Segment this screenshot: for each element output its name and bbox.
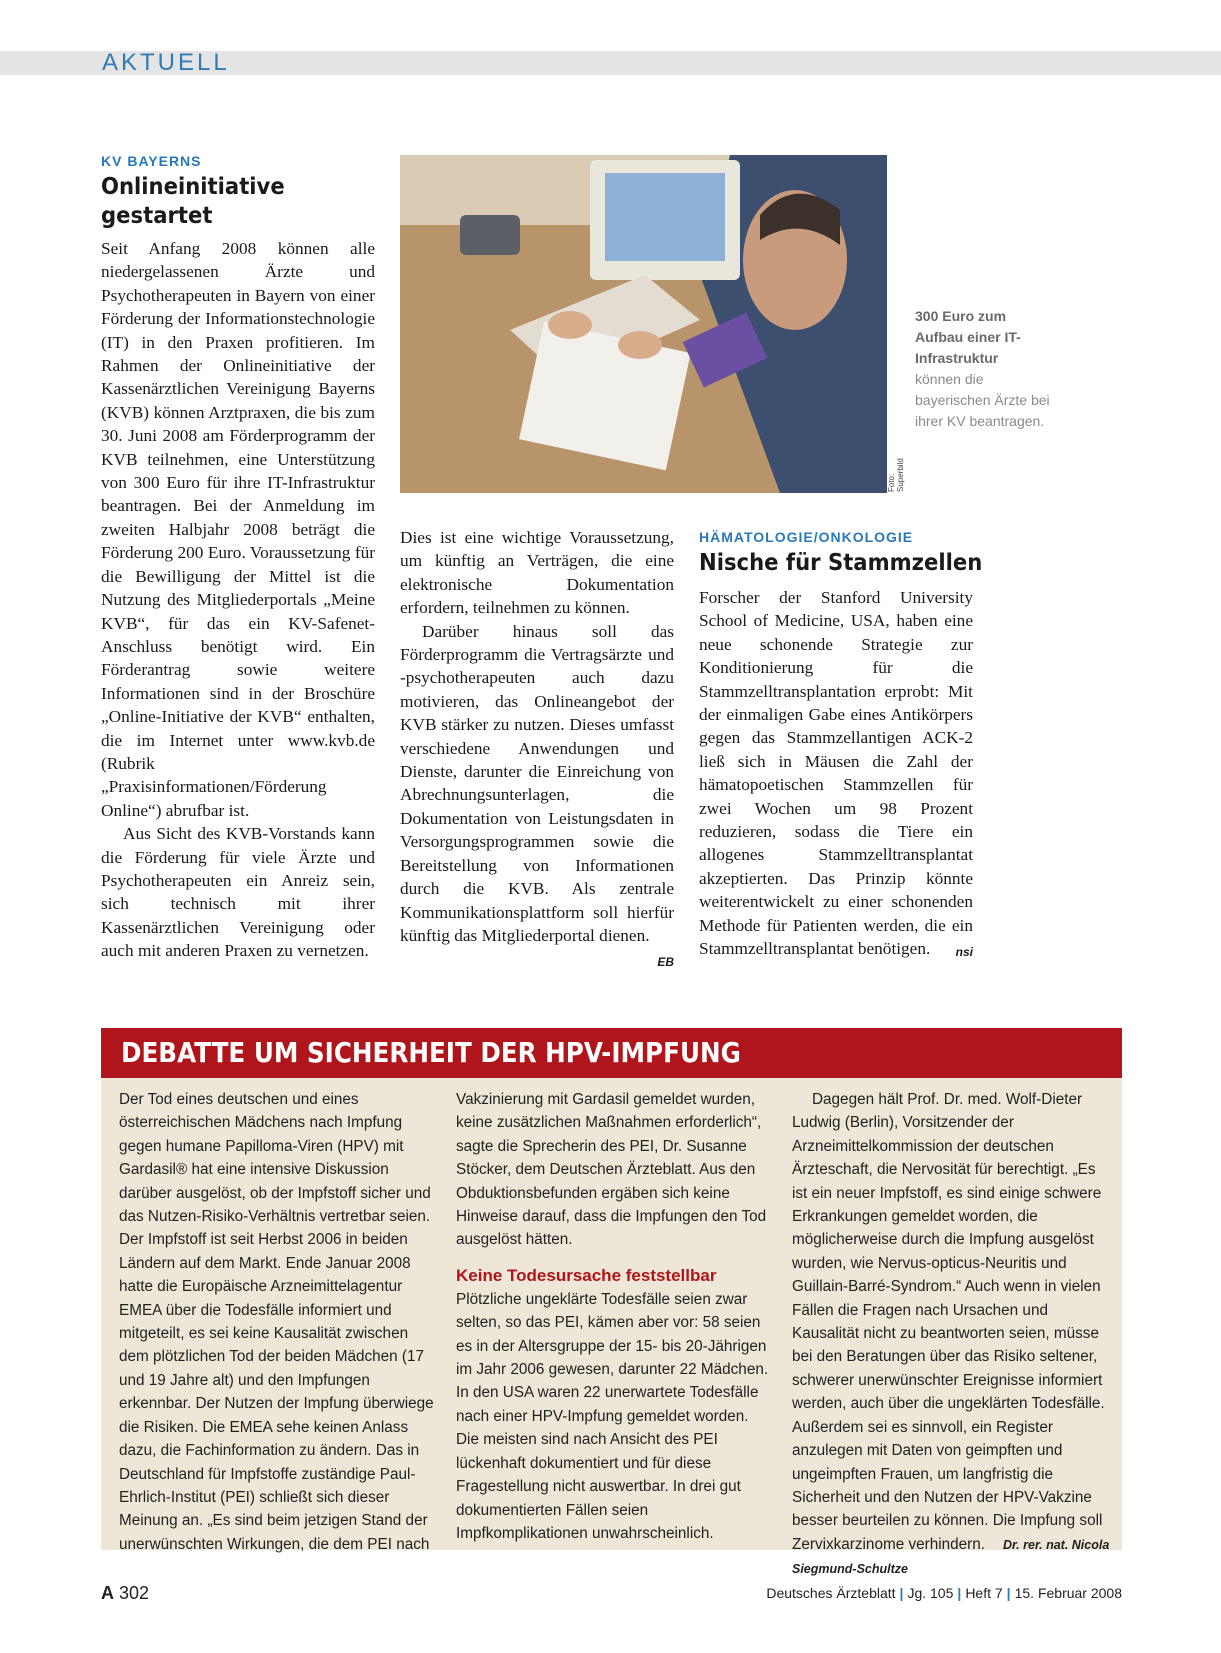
box-column2: [456, 1088, 774, 1545]
article2-paragraph-text: Forscher der Stanford University School of Medicine, USA, haben eine neue schonende Strategie zur Konditionierung für die Stammzelltransplantation erprobt: Mit der einmaligen Gabe eines Antikörpers gegen das Stammzellantigen ACK-2 ließ sich in Mäusen die Zahl der hämatopoetischen Stammzellen für zwei Wochen um 98 Prozent reduzieren, sodass die Tiere ein allogenes Stammzelltransplantat akzeptierten. Das Prinzip könnte weiterentwickelt zu einer schonenden Methode für Patienten werden, die ein Stammzelltransplantat benötigen.: [699, 588, 973, 959]
article1-paragraph-text: Darüber hinaus soll das Förderprogramm die Vertragsärzte und -psychotherapeuten auch dazu motivieren, das Onlineangebot der KVB stärker zu nutzen. Dieses umfasst verschiedene Anwendungen und Dienste, darunter die Einreichung von Abrechnungsunterlagen, die Dokumentation von Leistungsdaten in Versorgungsprogrammen sowie die Bereitstellung von Informationen durch die KVB. Als zentrale Kommunikationsplattform soll hierfür künftig das Mitgliederportal dienen.: [400, 621, 674, 945]
article2-paragraph: [699, 586, 973, 961]
photo-caption: [915, 306, 1055, 432]
photo-caption-title: 300 Euro zum Aufbau einer IT-Infrastruktur: [915, 308, 1021, 366]
box-column3: [792, 1088, 1110, 1582]
article1-paragraph: Dies ist eine wichtige Voraussetzung, um künftig an Verträgen, die eine elektronische Dokumentation erfordern, teilnehmen zu können.: [400, 528, 674, 618]
article1-title: [101, 173, 353, 231]
article2-title: Nische für Stammzellen: [699, 550, 983, 576]
photo-illustration: [400, 155, 887, 493]
journal-info: [766, 1585, 1122, 1601]
article2-signature: nsi: [955, 945, 973, 960]
separator: |: [957, 1585, 962, 1601]
article1-paragraph: [400, 620, 674, 970]
separator: |: [899, 1585, 904, 1601]
box-title: DEBATTE UM SICHERHEIT DER HPV-IMPFUNG: [121, 1036, 741, 1069]
box-paragraph: Vakzinierung mit Gardasil gemeldet wurden, keine zusätzlichen Maßnahmen erforderlich“, sagte die Sprecherin des PEI, Dr. Susanne Stöcker, dem Deutschen Ärzteblatt. Aus den Obduktionsbefunden ergäben sich keine Hinweise darauf, dass die Impfungen den Tod ausgelöst hätten.: [456, 1091, 767, 1249]
article1-kicker: KV BAYERNS: [101, 153, 202, 169]
box-paragraph: Plötzliche ungeklärte Todesfälle seien zwar selten, so das PEI, kämen aber vor: 58 seien es in der Altersgruppe der 15- bis 20-Jährigen im Jahr 2006 gewesen, darunter 22 Mädchen. In den USA waren 22 unerwartete Todesfälle nach einer HPV-Impfung gemeldet worden. Die meisten sind nach Ansicht des PEI lückenhaft dokumentiert und für diese Fragestellung nicht auswertbar. In drei gut dokumentierten Fällen seien Impfkomplikationen unwahrscheinlich.: [456, 1290, 769, 1542]
box-subheading: Keine Todesursache feststellbar: [456, 1265, 717, 1285]
article2-column: [699, 529, 983, 965]
hpv-debate-box: [101, 1028, 1122, 1577]
page-number: [101, 1583, 149, 1604]
article2-body: [699, 586, 973, 961]
photo-caption-text: können die bayerischen Ärzte bei ihrer KV beantragen.: [915, 371, 1050, 429]
box-paragraph-text: Dagegen hält Prof. Dr. med. Wolf-Dieter Ludwig (Berlin), Vorsitzender der Arzneimittelkommission der deutschen Ärzteschaft, die Nervosität für berechtigt. „Es ist ein neuer Impfstoff, es sind einige schwere Erkrankungen gemeldet worden, die möglicherweise durch die Impfung ausgelöst wurden, wie Nervus-opticus-Neuritis und Guillain-Barré-Syndrom.“ Auch wenn in vielen Fällen die Fragen nach Ursachen und Kausalität nicht zu beantworten seien, müsse bei den Beratungen über das Risiko seltener, schwerer unerwünschter Ereignisse informiert werden, auch über die ungeklärten Todesfälle. Außerdem sei es sinnvoll, ein Register anzulegen mit Daten von geimpften und ungeimpften Frauen, um langfristig die Sicherheit und den Nutzen der HPV-Vakzine besser beurteilen zu können. Die Impfung soll Zervixkarzinome verhindern.: [792, 1091, 1105, 1553]
separator: |: [1006, 1585, 1011, 1601]
article1-title-line1: Onlineinitiative: [101, 174, 285, 200]
journal-volume: Jg. 105: [907, 1585, 954, 1601]
article1-column1: [101, 153, 375, 963]
photo-credit: Foto: Superbild: [887, 458, 905, 492]
box-paragraph: [792, 1088, 1110, 1582]
article1-paragraph: Aus Sicht des KVB-Vorstands kann die Förderung für viele Ärzte und Psychotherapeuten ein Anreiz sein, sich technisch mit ihrer Kassenärztlichen Vereinigung oder auch mit anderen Praxen zu vernetzen.: [101, 824, 375, 961]
section-label: AKTUELL: [102, 49, 230, 76]
article2-kicker: HÄMATOLOGIE/ONKOLOGIE: [699, 529, 914, 545]
article1-signature: EB: [657, 955, 674, 970]
journal-date: 15. Februar 2008: [1014, 1585, 1122, 1601]
journal-name: Deutsches Ärzteblatt: [766, 1585, 896, 1601]
article1-paragraph: Seit Anfang 2008 können alle niedergelassenen Ärzte und Psychotherapeuten in Bayern von einer Förderung der Informationstechnologie (IT) in den Praxen profitieren. Im Rahmen der Onlineinitiative der Kassenärztlichen Vereinigung Bayerns (KVB) können Arztpraxen, die bis zum 30. Juni 2008 am Förderprogramm der KVB teilnehmen, eine Unterstützung von 300 Euro für ihre IT-Infrastruktur beantragen. Bei der Anmeldung im zweiten Halbjahr 2008 beträgt die Förderung 200 Euro. Voraussetzung für die Bewilligung der Mittel ist die Nutzung des Mitgliederportals „Meine KVB“, für das ein KV-Safenet-Anschluss benötigt wird. Ein Förderantrag sowie weitere Informationen sind in der Broschüre „Online-Initiative der KVB“ enthalten, die im Internet unter www.kvb.de (Rubrik „Praxisinformationen/Förderung Online“) abrufbar ist.: [101, 239, 375, 820]
journal-issue: Heft 7: [965, 1585, 1003, 1601]
article-photo: [400, 155, 887, 493]
article1-title-line2: gestartet: [101, 203, 213, 229]
box-paragraph: Der Tod eines deutschen und eines österreichischen Mädchens nach Impfung gegen humane Papilloma-Viren (HPV) mit Gardasil® hat eine intensive Diskussion darüber ausgelöst, ob der Impfstoff sicher und das Nutzen-Risiko-Verhältnis vertretbar seien. Der Impfstoff ist seit Herbst 2006 in beiden Ländern auf dem Markt. Ende Januar 2008 hatte die Europäische Arzneimittelagentur EMEA über die Todesfälle informiert und mitgeteilt, es sei keine Kausalität zwischen dem plötzlichen Tod der beiden Mädchen (17 und 19 Jahre alt) und den Impfungen erkennbar. Der Nutzen der Impfung überwiege die Risiken. Die EMEA sehe keinen Anlass dazu, die Fachinformation zu ändern. Das in Deutschland für Impfstoffe zuständige Paul-Ehrlich-Institut (PEI) schließt sich dieser Meinung an. „Es sind beim jetzigen Stand der unerwünschten Wirkungen, die dem PEI nach: [119, 1091, 434, 1553]
article1-body-continued: [400, 526, 674, 970]
page-number-value: 302: [119, 1583, 150, 1603]
box-column1: [119, 1088, 437, 1556]
article1-column2: [400, 526, 674, 975]
box-signature: Dr. rer. nat. Nicola Siegmund-Schultze: [792, 1537, 1110, 1577]
page-prefix: A: [101, 1583, 114, 1603]
article1-body: [101, 237, 375, 963]
box-header: [101, 1028, 1122, 1078]
